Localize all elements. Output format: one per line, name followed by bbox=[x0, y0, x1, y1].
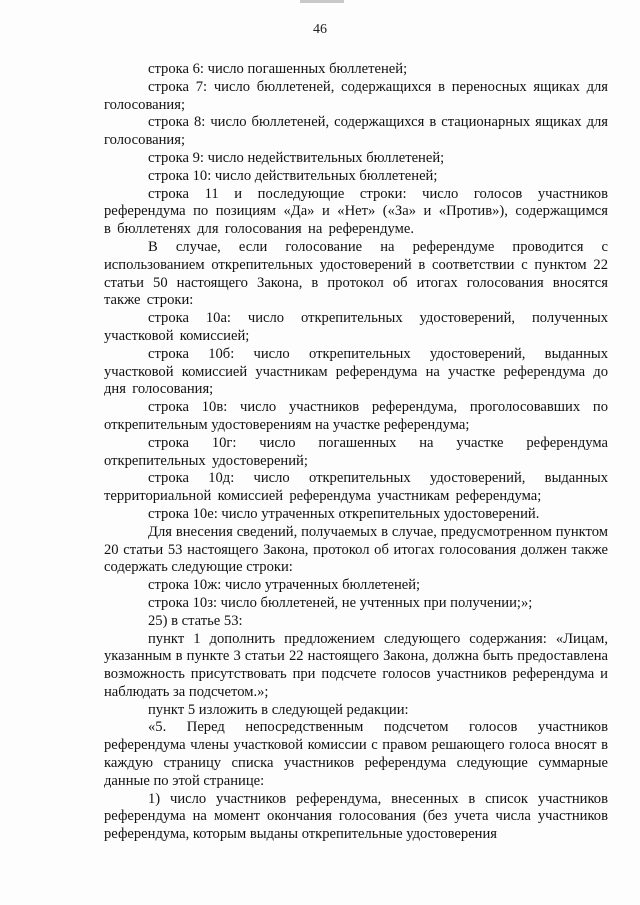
paragraph: строка 10д: число открепительных удостоверений, выданных территориальной комиссией референдума участникам референдума; bbox=[104, 470, 608, 505]
paragraph: 25) в статье 53: bbox=[148, 612, 243, 629]
page-number: 46 bbox=[313, 22, 327, 37]
paragraph: строка 9: число недействительных бюллетеней; bbox=[148, 149, 445, 166]
scan-artifact bbox=[300, 0, 344, 3]
paragraph: «5. Перед непосредственным подсчетом голосов участников референдума члены участковой комиссии с правом решающего голоса вносят в каждую страницу списка участников референдума следующие суммарные данные по этой странице: bbox=[104, 719, 608, 789]
paragraph: строка 10: число действительных бюллетеней; bbox=[148, 167, 438, 184]
paragraph: строка 10з: число бюллетеней, не учтенных при получении;»; bbox=[148, 594, 533, 611]
paragraph: строка 10е: число утраченных открепительных удостоверений. bbox=[148, 505, 540, 522]
paragraph: В случае, если голосование на референдуме проводится с использованием открепительных удостоверений в соответствии с пунктом 22 статьи 50 настоящего Закона, в протокол об итогах голосования вносятся также строки: bbox=[104, 238, 608, 309]
paragraph: строка 10б: число открепительных удостоверений, выданных участковой комиссией участникам референдума на участке референдума до дня голосования; bbox=[104, 345, 608, 398]
paragraph: 1) число участников референдума, внесенных в список участников референдума на момент окончания голосования (без учета числа участников референдума, которым выданы открепительные удостоверения bbox=[104, 790, 608, 843]
paragraph: строка 8: число бюллетеней, содержащихся в стационарных ящиках для голосования; bbox=[104, 114, 608, 149]
paragraph: строка 7: число бюллетеней, содержащихся в переносных ящиках для голосования; bbox=[104, 78, 608, 113]
paragraph: строка 10а: число открепительных удостоверений, полученных участковой комиссией; bbox=[104, 310, 608, 344]
paragraph: Для внесения сведений, получаемых в случае, предусмотренном пунктом 20 статьи 53 настоящего Закона, протокол об итогах голосования должен также содержать следующие строки: bbox=[104, 523, 608, 576]
paragraph: строка 11 и последующие строки: число голосов участников референдума по позициям «Да» и «Нет» («За» и «Против»), содержащимся в бюллетенях для голосования на референдуме. bbox=[104, 185, 608, 238]
paragraph: пункт 5 изложить в следующей редакции: bbox=[148, 701, 409, 718]
body-text bbox=[104, 61, 608, 844]
paragraph: строка 10в: число участников референдума, проголосовавших по открепительным удостоверениям на участке референдума; bbox=[104, 399, 608, 433]
paragraph: пункт 1 дополнить предложением следующего содержания: «Лицам, указанным в пункте 3 статьи 22 настоящего Закона, должна быть предоставлена возможность присутствовать при подсчете голосов участников референдума и наблюдать за подсчетом.»; bbox=[104, 630, 608, 700]
paragraph: строка 10ж: число утраченных бюллетеней; bbox=[148, 577, 421, 594]
paragraph: строка 6: число погашенных бюллетеней; bbox=[148, 61, 408, 77]
paragraph: строка 10г: число погашенных на участке референдума открепительных удостоверений; bbox=[104, 434, 608, 469]
